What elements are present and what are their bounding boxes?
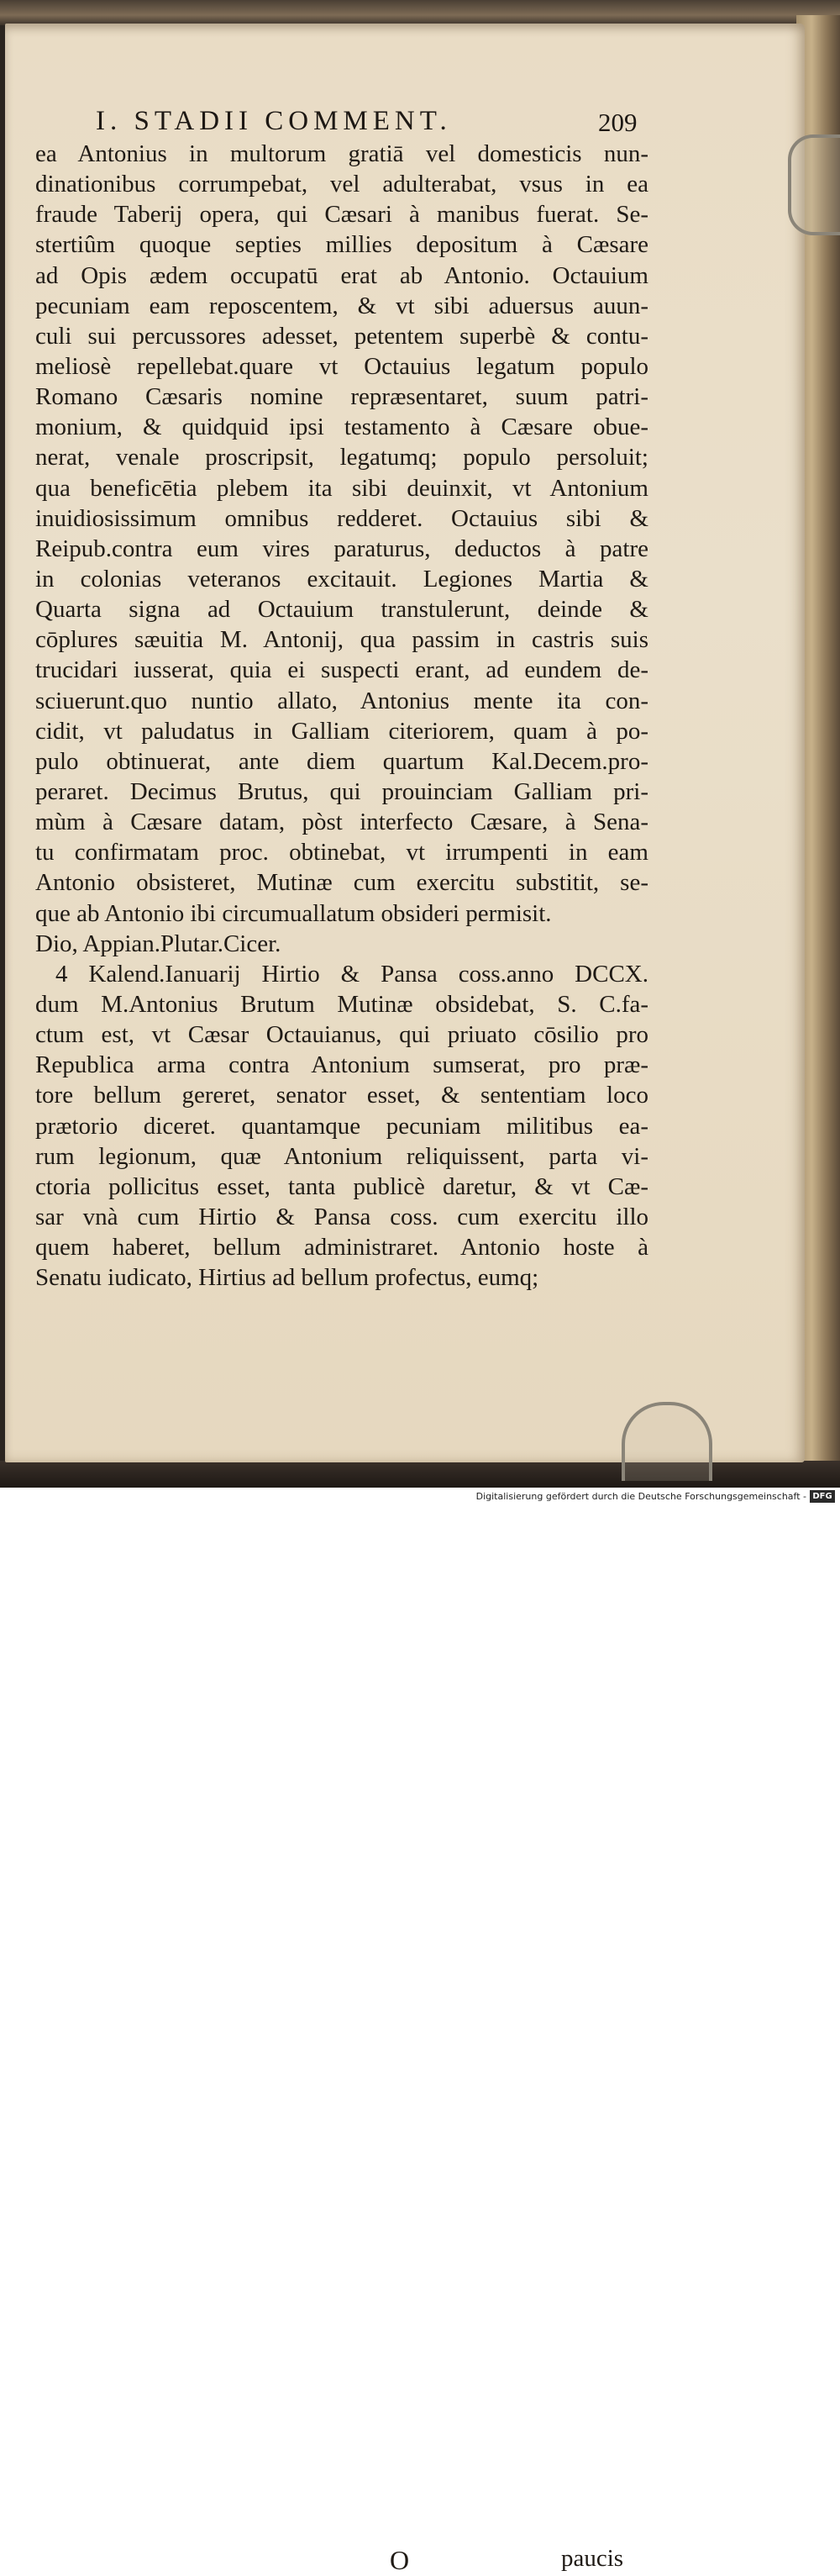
text-line: peraret. Decimus Brutus, qui prouinciam Galliam pri-: [35, 777, 648, 805]
text-line: quem haberet, bellum administraret. Antonio hoste à: [35, 1234, 648, 1262]
text-line: que ab Antonio ibi circumuallatum obsideri permisit.: [35, 899, 552, 927]
text-line: ctum est, vt Cæsar Octauianus, qui priuato cōsilio pro: [35, 1021, 648, 1049]
page-clip-top: [788, 134, 840, 235]
text-line: rum legionum, quæ Antonium reliquissent, parta vi-: [35, 1142, 648, 1170]
text-line: ctoria pollicitus esset, tanta publicè daretur, & vt Cæ-: [35, 1172, 648, 1200]
footer-credit: Digitalisierung gefördert durch die Deutsche Forschungsgemeinschaft -: [475, 1491, 806, 1502]
text-line: Quarta signa ad Octauium transtulerunt, deinde &: [35, 596, 648, 624]
text-line: trucidari iusserat, quia ei suspecti erant, ad eundem de-: [35, 656, 648, 684]
text-line: cidit, vt paludatus in Galliam citeriorem, quam à po-: [35, 717, 648, 745]
text-line: sciuerunt.quo nuntio allato, Antonius mente ita con-: [35, 687, 648, 714]
signature-mark: O: [390, 2545, 410, 2575]
book-top-edge: [0, 0, 840, 25]
text-line: in colonias veteranos excitauit. Legiones Martia &: [35, 565, 648, 593]
page-number: 209: [598, 108, 638, 137]
text-line: Senatu iudicato, Hirtius ad bellum profectus, eumq;: [35, 1264, 539, 1292]
text-line: prætorio diceret. quantamque pecuniam militibus ea-: [35, 1112, 648, 1140]
text-line: nerat, venale proscripsit, legatumq; populo persoluit;: [35, 444, 648, 471]
running-head: I. STADII COMMENT.: [96, 106, 452, 136]
text-line: culi sui percussores adesset, petentem superbè & contu-: [35, 322, 648, 350]
text-line: Dio, Appian.Plutar.Cicer.: [35, 930, 281, 957]
text-line: Republica arma contra Antonium sumserat, pro præ-: [35, 1051, 648, 1079]
text-line: pulo obtinuerat, ante diem quartum Kal.Decem.pro-: [35, 747, 648, 775]
book-bottom-edge: [0, 1461, 840, 1488]
text-line: fraude Taberij opera, qui Cæsari à manibus fuerat. Se-: [35, 201, 648, 229]
text-line: mùm à Cæsare datam, pòst interfecto Cæsare, à Sena-: [35, 809, 648, 836]
text-line: meliosè repellebat.quare vt Octauius legatum populo: [35, 352, 648, 380]
text-line: ad Opis ædem occupatū erat ab Antonio. Octauium: [35, 261, 648, 289]
catchword: paucis: [561, 2545, 624, 2572]
text-line: monium, & quidquid ipsi testamento à Cæsare obue-: [35, 414, 648, 441]
text-line: tu confirmatam proc. obtinebat, vt irrumpenti in eam: [35, 839, 648, 867]
text-line: pecuniam eam reposcentem, & vt sibi aduersus auun-: [35, 292, 648, 319]
dfg-logo: DFG: [810, 1490, 835, 1503]
page-clip-bottom: [622, 1402, 712, 1481]
text-line: 4 Kalend.Ianuarij Hirtio & Pansa coss.anno DCCX.: [55, 960, 648, 988]
text-line: tore bellum gereret, senator esset, & sententiam loco: [35, 1082, 648, 1109]
text-line: qua beneficētia plebem ita sibi deuinxit, vt Antonium: [35, 474, 648, 502]
text-line: Reipub.contra eum vires paraturus, deductos à patre: [35, 535, 648, 562]
text-line: Romano Cæsaris nomine repræsentaret, suum patri-: [35, 383, 648, 411]
text-line: stertiûm quoque septies millies depositum à Cæsare: [35, 231, 648, 259]
body-text: [35, 139, 648, 1293]
text-line: ea Antonius in multorum gratiā vel domesticis nun-: [35, 140, 648, 167]
text-line: dinationibus corrumpebat, vel adulterabat, vsus in ea: [35, 171, 648, 198]
text-line: dum M.Antonius Brutum Mutinæ obsidebat, S. C.fa-: [35, 990, 648, 1018]
text-line: inuidiosissimum omnibus redderet. Octauius sibi &: [35, 504, 648, 532]
text-line: sar vnà cum Hirtio & Pansa coss. cum exercitu illo: [35, 1203, 648, 1230]
text-line: cōplures sæuitia M. Antonij, qua passim in castris suis: [35, 626, 648, 654]
text-line: Antonio obsisteret, Mutinæ cum exercitu substitit, se-: [35, 869, 648, 897]
